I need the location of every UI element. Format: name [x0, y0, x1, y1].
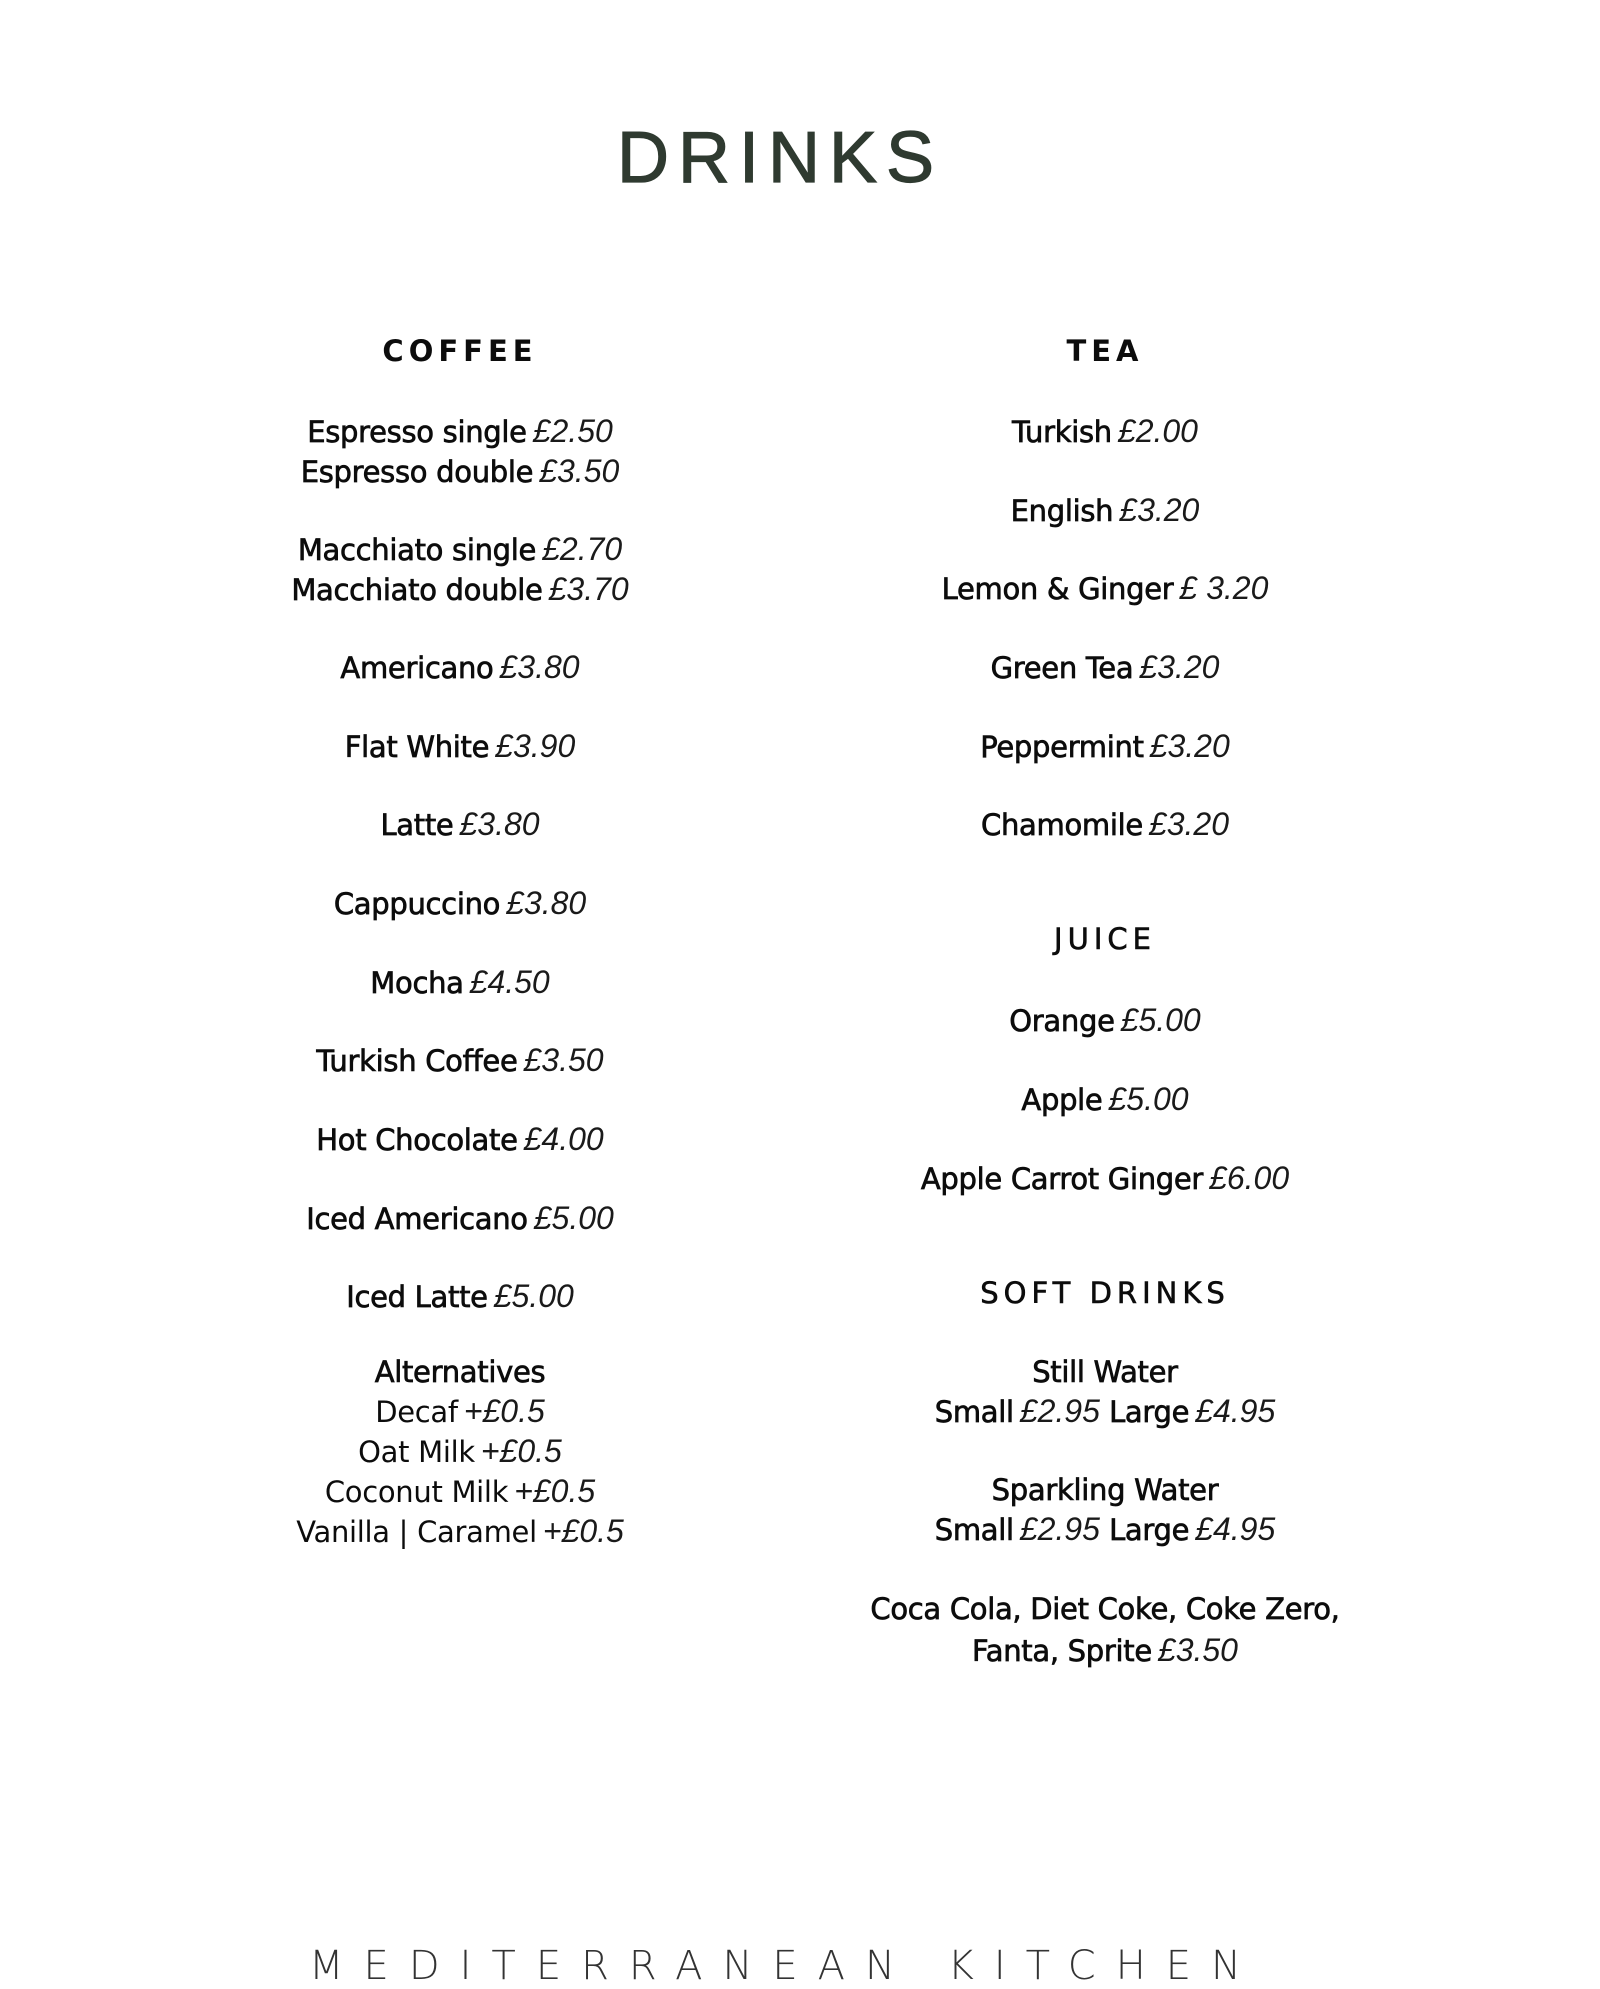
menu-item	[200, 884, 720, 924]
size-label-small: Small	[934, 1395, 1014, 1429]
size-label-small: Small	[934, 1513, 1014, 1547]
page-title: DRINKS	[616, 118, 944, 198]
size-label-large: Large	[1109, 1513, 1190, 1547]
item-name: Still Water	[1032, 1355, 1178, 1389]
item-name: Americano	[340, 651, 494, 685]
item-name: Iced Latte	[346, 1280, 488, 1314]
item-name: Macchiato double	[291, 573, 543, 607]
section-heading-juice: JUICE	[1054, 922, 1156, 956]
menu-item	[200, 1120, 720, 1160]
alternatives-heading: Alternatives	[374, 1355, 546, 1389]
item-price: £3.20	[1139, 649, 1220, 685]
item-price: £3.50	[539, 453, 620, 489]
price-small: £2.95	[1019, 1511, 1100, 1547]
item-price: £4.00	[523, 1121, 604, 1157]
item-name: Cappuccino	[333, 887, 501, 921]
item-name: Chamomile	[981, 808, 1143, 842]
item-name: Macchiato single	[297, 533, 537, 567]
size-label-large: Large	[1109, 1395, 1190, 1429]
alternative-name: Oat Milk	[358, 1435, 475, 1469]
alternatives-block	[200, 1353, 720, 1552]
still-water-item	[820, 1353, 1390, 1432]
item-name: Turkish Coffee	[316, 1044, 518, 1078]
item-price: £3.80	[499, 649, 580, 685]
item-name: Mocha	[370, 966, 464, 1000]
alternative-name: Decaf	[375, 1395, 458, 1429]
sodas-line-2: Fanta, Sprite	[972, 1634, 1152, 1668]
item-name: Peppermint	[980, 730, 1144, 764]
item-name: Espresso double	[300, 455, 534, 489]
item-price: £5.00	[533, 1200, 614, 1236]
item-price: £2.70	[542, 531, 623, 567]
menu-item	[200, 1199, 720, 1239]
item-price: £3.80	[459, 806, 540, 842]
item-name: Green Tea	[990, 651, 1134, 685]
alternative-name: Vanilla | Caramel	[296, 1515, 537, 1549]
item-name: Apple	[1021, 1083, 1103, 1117]
menu-item	[200, 648, 720, 688]
menu-item	[820, 805, 1390, 845]
sodas-line-1: Coca Cola, Diet Coke, Coke Zero,	[870, 1592, 1340, 1626]
menu-item	[200, 963, 720, 1003]
item-price: £3.80	[506, 885, 587, 921]
price-large: £4.95	[1195, 1393, 1276, 1429]
item-price: £5.00	[493, 1278, 574, 1314]
alternative-price: +£0.5	[463, 1393, 545, 1429]
price-small: £2.95	[1019, 1393, 1100, 1429]
menu-item	[820, 648, 1390, 688]
item-price: £3.50	[523, 1042, 604, 1078]
menu-item	[820, 727, 1390, 767]
item-price: £3.20	[1149, 728, 1230, 764]
item-name: Espresso single	[307, 415, 527, 449]
menu-item	[820, 1159, 1390, 1199]
section-heading-soft-drinks: SOFT DRINKS	[980, 1276, 1230, 1310]
item-price: £3.70	[548, 571, 629, 607]
item-name: English	[1010, 494, 1114, 528]
alternative-price: +£0.5	[480, 1433, 562, 1469]
item-price: £2.00	[1117, 413, 1198, 449]
section-heading-coffee: COFFEE	[382, 334, 538, 368]
menu-item	[200, 1277, 720, 1317]
item-price: £6.00	[1209, 1160, 1290, 1196]
menu-item	[200, 805, 720, 845]
item-name: Sparkling Water	[991, 1473, 1219, 1507]
item-name: Lemon & Ginger	[941, 572, 1174, 606]
item-name: Apple Carrot Ginger	[920, 1162, 1204, 1196]
menu-item	[200, 530, 720, 610]
menu-item	[820, 569, 1390, 609]
section-heading-tea: TEA	[1066, 334, 1144, 368]
menu-item	[200, 1041, 720, 1081]
menu-item	[200, 412, 720, 492]
item-name: Turkish	[1012, 415, 1112, 449]
item-price: £4.50	[469, 964, 550, 1000]
menu-item	[820, 1080, 1390, 1120]
price-large: £4.95	[1195, 1511, 1276, 1547]
item-name: Latte	[380, 808, 454, 842]
alternative-price: +£0.5	[514, 1473, 596, 1509]
menu-item	[200, 727, 720, 767]
item-price: £3.50	[1157, 1632, 1238, 1668]
sodas-item	[820, 1589, 1390, 1672]
item-name: Flat White	[344, 730, 490, 764]
alternative-name: Coconut Milk	[324, 1475, 509, 1509]
menu-item	[820, 412, 1390, 452]
item-price: £ 3.20	[1179, 570, 1269, 606]
item-price: £5.00	[1108, 1081, 1189, 1117]
menu-item	[820, 491, 1390, 531]
item-price: £3.90	[495, 728, 576, 764]
item-name: Orange	[1009, 1004, 1115, 1038]
sparkling-water-item	[820, 1471, 1390, 1550]
item-price: £3.20	[1119, 492, 1200, 528]
item-price: £5.00	[1120, 1002, 1201, 1038]
footer-brand: MEDITERRANEAN KITCHEN	[309, 1943, 1261, 1989]
item-name: Hot Chocolate	[316, 1123, 518, 1157]
alternative-price: +£0.5	[542, 1513, 624, 1549]
item-price: £3.20	[1148, 806, 1229, 842]
item-name: Iced Americano	[306, 1202, 528, 1236]
menu-item	[820, 1001, 1390, 1041]
item-price: £2.50	[532, 413, 613, 449]
